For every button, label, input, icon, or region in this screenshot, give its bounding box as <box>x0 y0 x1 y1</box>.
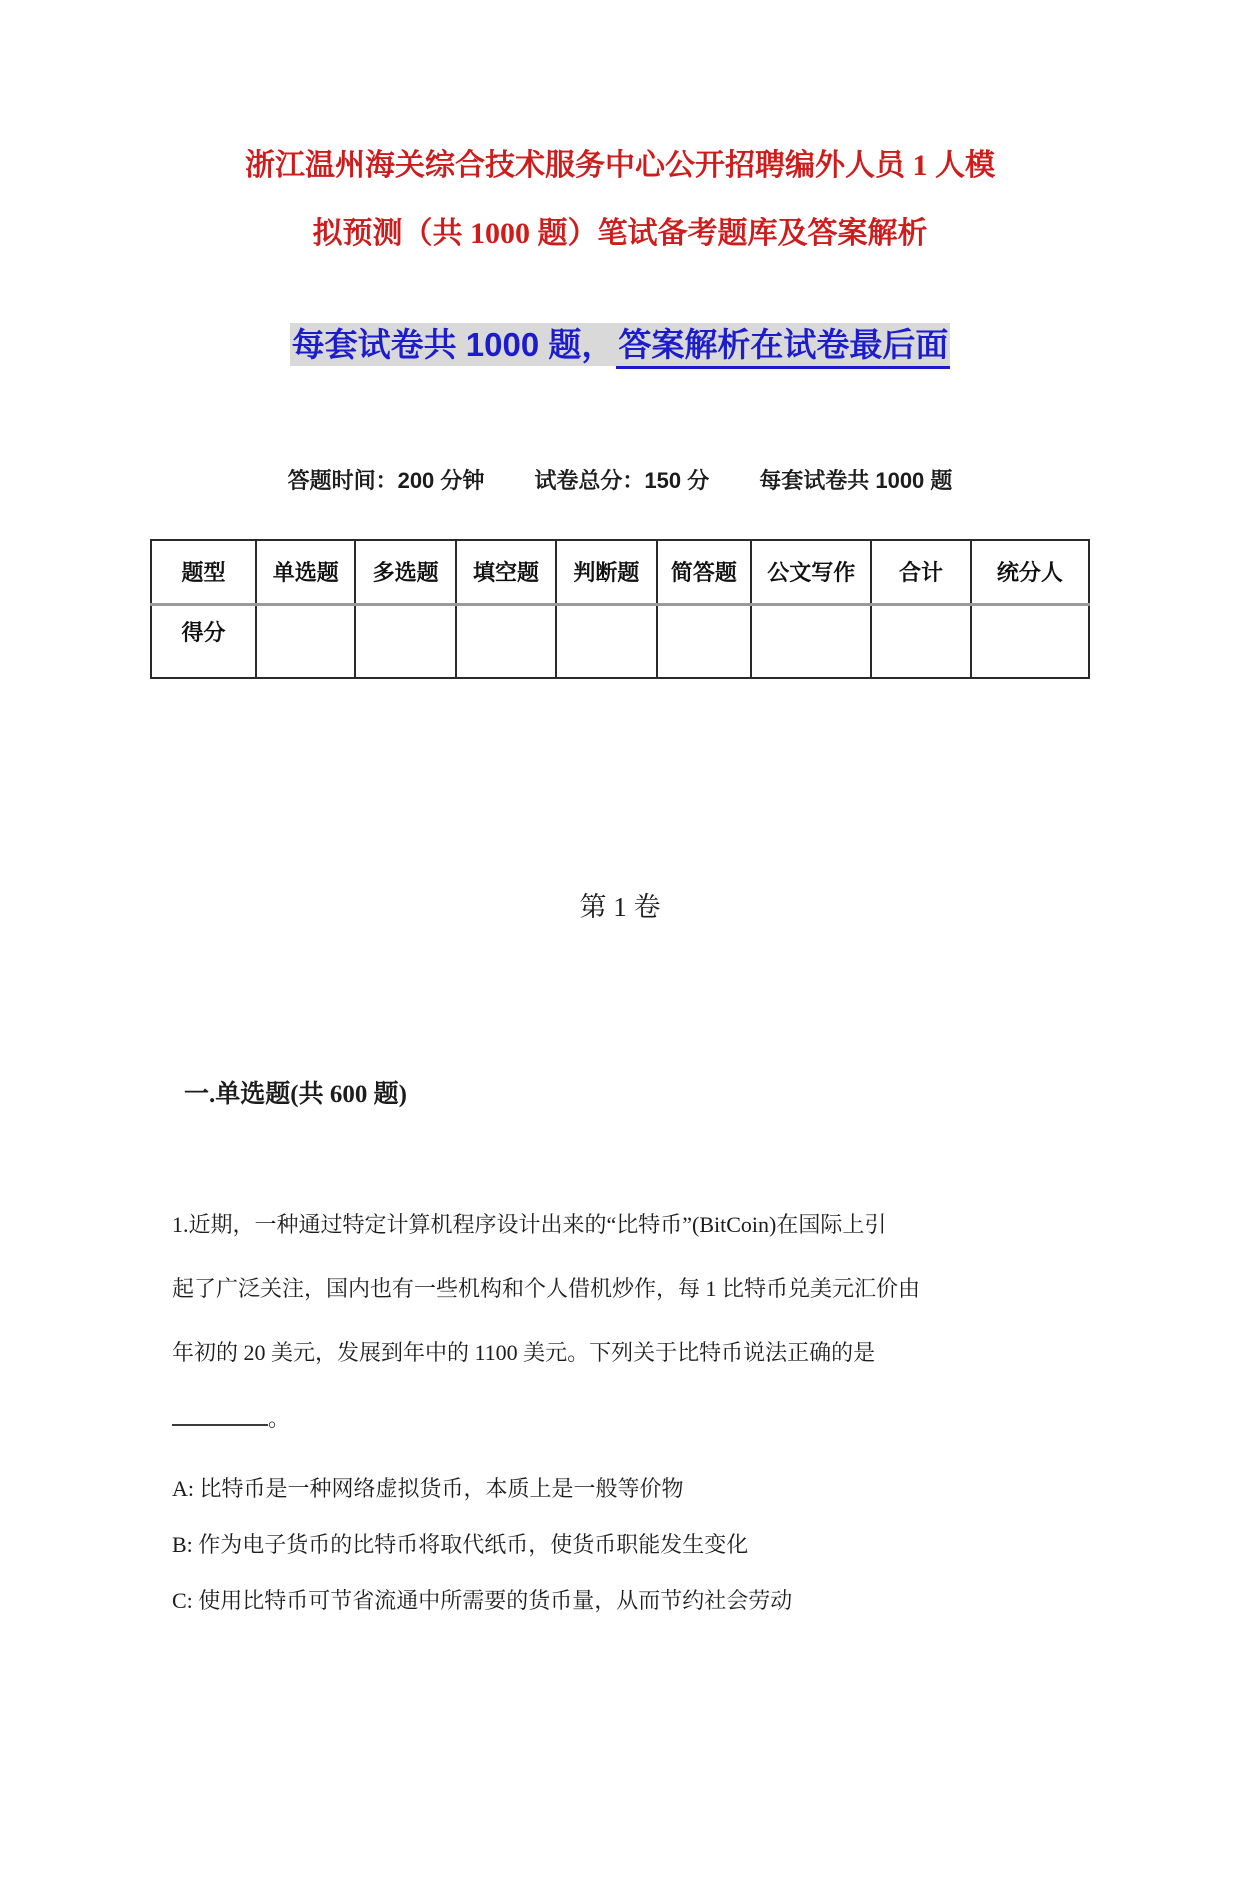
question-line: 年初的 20 美元，发展到年中的 1100 美元。下列关于比特币说法正确的是 <box>172 1340 876 1365</box>
table-header-official-writing: 公文写作 <box>751 540 871 604</box>
table-header-single-choice: 单选题 <box>256 540 355 604</box>
meta-question-count: 每套试卷共 1000 题 <box>759 468 953 493</box>
section-title: 一.单选题(共 600 题) <box>184 1081 407 1108</box>
table-cell-empty <box>556 604 656 678</box>
title-line-2: 拟预测（共 1000 题）笔试备考题库及答案解析 <box>312 217 928 250</box>
table-header-question-type: 题型 <box>151 540 256 604</box>
score-row-label: 得分 <box>151 604 256 678</box>
blank-suffix: 。 <box>268 1406 291 1431</box>
table-cell-empty <box>871 604 970 678</box>
document-page <box>0 132 1240 1885</box>
document-subtitle <box>150 322 1090 368</box>
meta-total-score: 试卷总分：150 分 <box>534 468 710 493</box>
exam-meta-line <box>150 464 1090 495</box>
table-header-score-counter: 统分人 <box>971 540 1089 604</box>
score-table-header-row <box>151 540 1089 604</box>
meta-answer-time: 答题时间：200 分钟 <box>287 468 485 493</box>
option-a: A: 比特币是一种网络虚拟货币，本质上是一般等价物 <box>172 1476 684 1501</box>
question-line: 1.近期，一种通过特定计算机程序设计出来的“比特币”(BitCoin)在国际上引 <box>172 1212 887 1237</box>
table-cell-empty <box>751 604 871 678</box>
question-line: 起了广泛关注，国内也有一些机构和个人借机炒作，每 1 比特币兑美元汇价由 <box>172 1276 921 1301</box>
answer-blank <box>172 1404 268 1426</box>
answer-location-link[interactable]: 答案解析在试卷最后面 <box>616 323 950 369</box>
question-1 <box>150 1193 1090 1629</box>
option-b: B: 作为电子货币的比特币将取代纸币，使货币职能发生变化 <box>172 1532 749 1557</box>
table-header-short-answer: 简答题 <box>657 540 752 604</box>
table-header-judgement: 判断题 <box>556 540 656 604</box>
table-cell-empty <box>657 604 752 678</box>
option-c: C: 使用比特币可节省流通中所需要的货币量，从而节约社会劳动 <box>172 1588 793 1613</box>
volume-title: 第 1 卷 <box>579 892 661 922</box>
table-header-total: 合计 <box>871 540 970 604</box>
document-title <box>150 132 1090 268</box>
subtitle-highlight-text: 每套试卷共 1000 题， <box>290 323 617 366</box>
answer-blank-line <box>172 1391 1090 1447</box>
score-table-score-row <box>151 604 1089 678</box>
table-header-multi-choice: 多选题 <box>355 540 455 604</box>
title-line-1: 浙江温州海关综合技术服务中心公开招聘编外人员 1 人模 <box>245 149 995 182</box>
table-cell-empty <box>256 604 355 678</box>
option-list <box>172 1461 1090 1629</box>
table-cell-empty <box>355 604 455 678</box>
table-cell-empty <box>971 604 1089 678</box>
table-cell-empty <box>456 604 556 678</box>
score-table <box>150 539 1090 679</box>
table-header-fill-blank: 填空题 <box>456 540 556 604</box>
